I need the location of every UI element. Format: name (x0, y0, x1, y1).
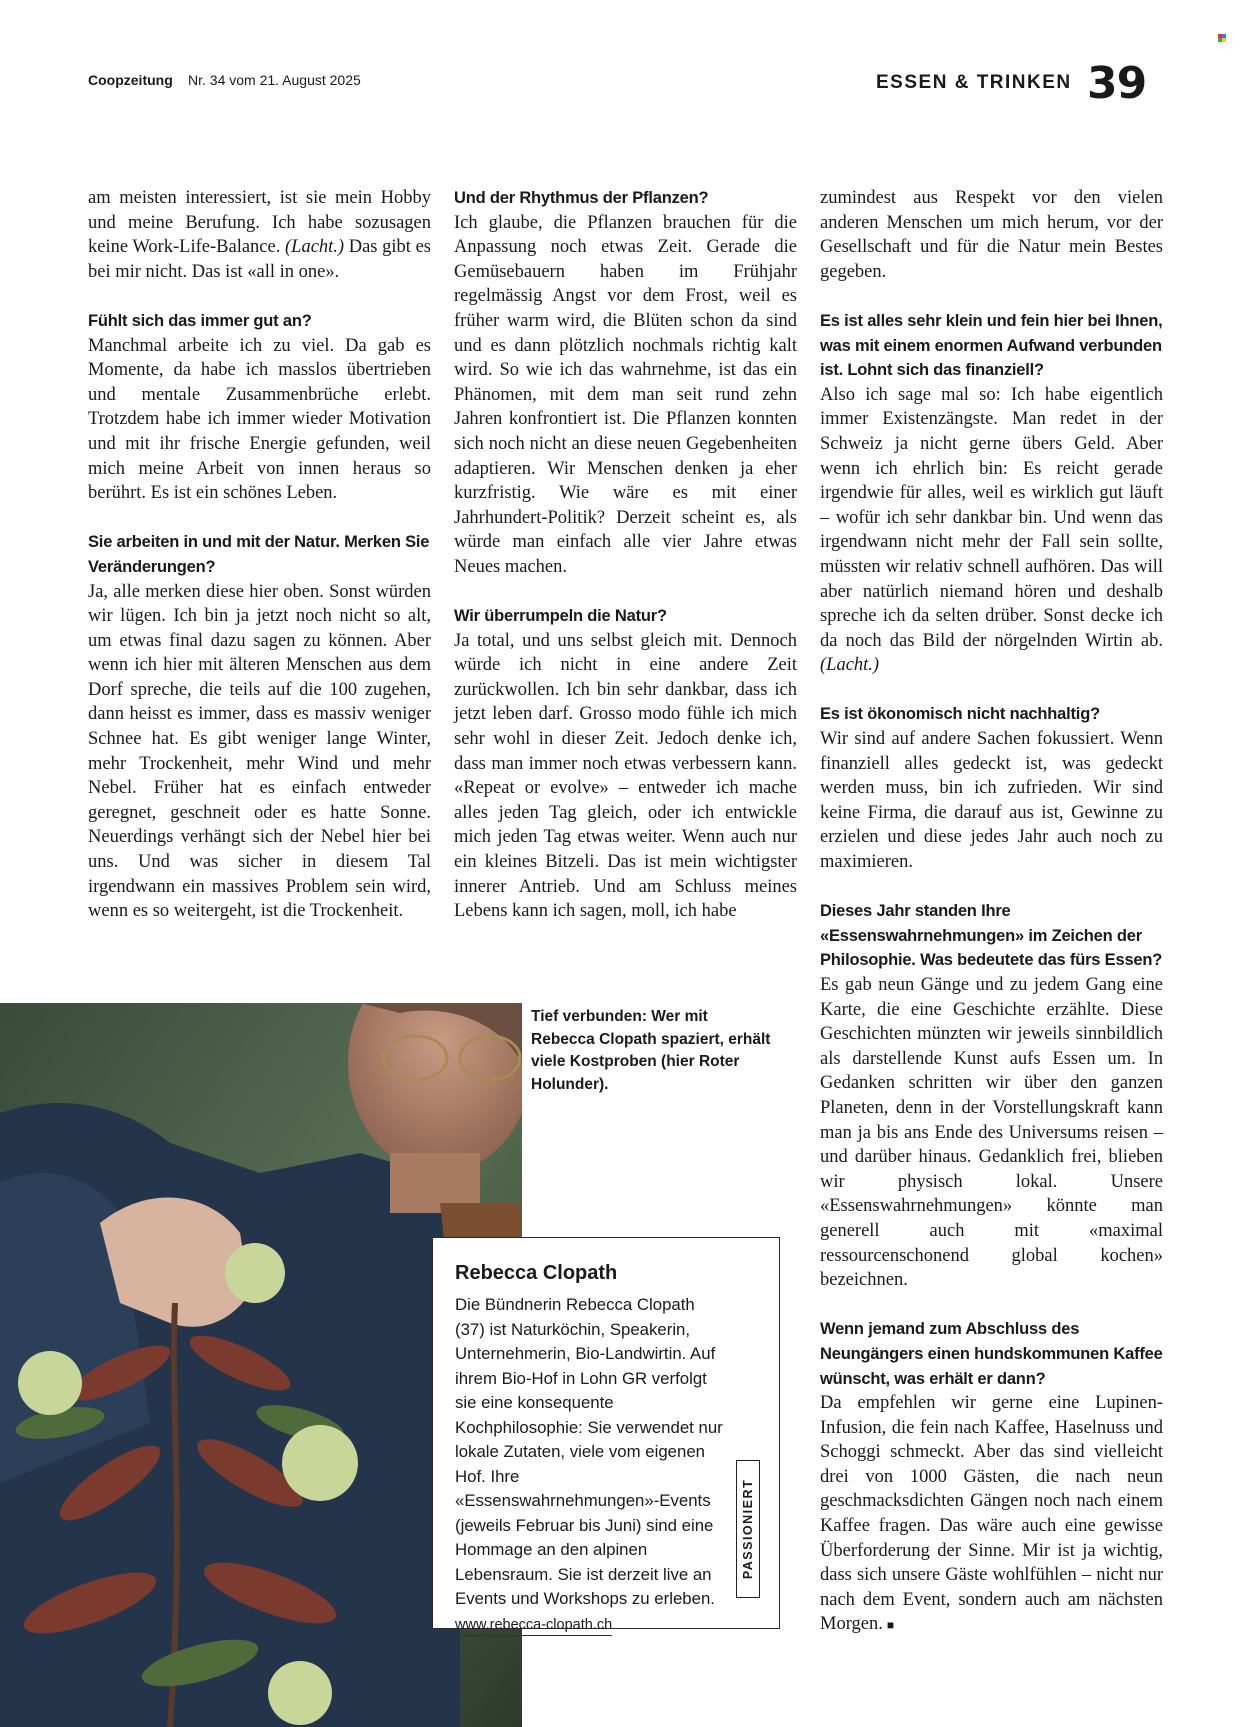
page-number: 39 (1087, 58, 1147, 109)
section-title: ESSEN & TRINKEN (876, 72, 1072, 93)
answer-paragraph: Ja total, und uns selbst gleich mit. Dennoch würde ich nicht in eine andere Zeit zurückwollen. Ich bin sehr dankbar, dass ich jetzt leben darf. Grosso modo fühle ich mich sehr wohl in dieser Zeit. Jedoch denke ich, dass man immer noch etwas verbessern kann. «Repeat or evolve» – entweder ich mache alles jeden Tag gleich, oder ich entwickle mich jeden Tag etwas weiter. Wenn auch nur ein kleines Bitzeli. Das ist mein wichtigster innerer Antrieb. Und am Schluss meines Lebens kann ich sagen, moll, ich habe (454, 630, 797, 922)
answer-paragraph: Ich glaube, die Pflanzen brauchen für die Anpassung noch etwas Zeit. Gerade die Gemüsebauern haben im Frühjahr regelmässig Angst vor dem Frost, weil es früher warm wird, die Blüten schon da sind und es dann plötzlich nochmals richtig kalt wird. So wie ich das wahrnehme, ist das ein Phänomen, mit dem man seit rund zehn Jahren konfrontiert ist. Die Pflanzen konnten sich noch nicht an diese neuen Gegebenheiten adaptieren. Wir Menschen denken ja eher kurzfristig. Wie wäre es mit einer Jahrhundert-Politik? Derzeit scheint es, als würde man einfach alle vier Jahre etwas Neues machen. (454, 212, 797, 577)
profile-box (432, 1237, 780, 1633)
answer-paragraph: zumindest aus Respekt vor den vielen anderen Menschen um mich herum, vor der Gesellschaft und für die Natur mein Bestes gegeben. (820, 188, 1163, 282)
article-column-2 (454, 186, 797, 924)
answer-paragraph: am meisten interessiert, ist sie mein Hobby und meine Berufung. Ich habe sozusagen keine Work-Life-Balance. (Lacht.) Das gibt es bei mir nicht. Das ist «all in one». (88, 188, 431, 282)
end-mark-icon: ■ (886, 1618, 895, 1633)
issue-date: Nr. 34 vom 21. August 2025 (188, 72, 361, 88)
profile-text: Die Bündnerin Rebecca Clopath (37) ist Naturköchin, Speakerin, Unternehmerin, Bio-Landwirtin. Auf ihrem Bio-Hof in Lohn GR verfolgt sie eine konsequente Kochphilosophie: Sie verwendet nur lokale Zutaten, viele vom eigenen Hof. Ihre «Essenswahrnehmungen»-Events (jeweils Februar bis Juni) sind eine Hommage an den alpinen Lebensraum. Sie ist derzeit live an Events und Workshops zu erleben. www.rebecca-clopath.ch (455, 1293, 725, 1636)
interview-question: Wir überrumpeln die Natur? (454, 607, 667, 626)
article-column-1 (88, 186, 431, 924)
interview-question: Es ist alles sehr klein und fein hier bei Ihnen, was mit einem enormen Aufwand verbunden ist. Lohnt sich das finanziell? (820, 311, 1163, 380)
publication-name: Coopzeitung (88, 72, 173, 88)
interview-question: Fühlt sich das immer gut an? (88, 311, 312, 330)
interview-question: Sie arbeiten in und mit der Natur. Merken Sie Veränderungen? (88, 533, 430, 576)
answer-paragraph: Also ich sage mal so: Ich habe eigentlich immer Existenzängste. Man redet in der Schweiz ja nicht gerne übers Geld. Aber wenn ich ehrlich bin: Es reicht gerade irgendwie für alles, weil es wirklich gut läuft – wofür ich sehr dankbar bin. Und wenn das irgendwann nicht mehr der Fall sein sollte, müssten wir relativ schnell aufhören. Das will aber natürlich niemand hören und deshalb spreche ich da selten drüber. Sonst decke ich da noch das Bild der nörgelnden Wirtin ab. (Lacht.) (820, 384, 1163, 676)
answer-paragraph: Wir sind auf andere Sachen fokussiert. Wenn finanziell alles gedeckt ist, was gedeckt werden muss, bin ich zufrieden. Wir sind keine Firma, die darauf aus ist, Gewinne zu erzielen und diese jedes Jahr auch noch zu maximieren. (820, 729, 1163, 873)
photo-caption: Tief verbunden: Wer mit Rebecca Clopath spaziert, erhält viele Kostproben (hier Roter Holunder). (531, 1008, 771, 1093)
profile-title: Rebecca Clopath (455, 1262, 618, 1284)
color-marker-icon (1218, 34, 1226, 42)
answer-paragraph: Es gab neun Gänge und zu jedem Gang eine Karte, die eine Geschichte erzählte. Diese Geschichten münzten wir jeweils sinnbildlich als darstellende Kunst aufs Essen um. In Gedanken schritten wir über den ganzen Planeten, denn in der Vorstellungskraft kann man ja bis ans Ende des Universums reisen – und darüber hinaus. Gedanklich frei, blieben wir physisch lokal. Unsere «Essenswahrnehmungen» könnte man generell auch mit «maximal ressourcenschonend global kochen» bezeichnen. (820, 975, 1163, 1291)
answer-paragraph: Da empfehlen wir gerne eine Lupinen-Infusion, die fein nach Kaffee, Haselnuss und Schoggi schmeckt. Aber das sind vielleicht drei von 1000 Gästen, die nach neun geschmacksdichten Gängen noch nach einem Kaffee fragen. Das wäre auch eine gewisse Überforderung der Sinne. Mir ist ja wichtig, dass sich unsere Gäste wohlfühlen – nicht nur nach dem Event, sondern auch am nächsten Morgen. ■ (820, 1393, 1163, 1635)
interview-question: Und der Rhythmus der Pflanzen? (454, 189, 709, 207)
interview-question: Es ist ökonomisch nicht nachhaltig? (820, 705, 1100, 724)
answer-paragraph: Manchmal arbeite ich zu viel. Da gab es Momente, da habe ich masslos übertrieben und mentale Zusammenbrüche erlebt. Trotzdem habe ich immer wieder Motivation und mit ihr frische Energie gefunden, weil mich meine Arbeit von innen heraus so berührt. Es ist ein schönes Leben. (88, 335, 431, 504)
interview-question: Wenn jemand zum Abschluss des Neungängers einen hundskommunen Kaffee wünscht, was erhält er dann? (820, 1320, 1163, 1388)
website-link[interactable]: www.rebecca-clopath.ch (455, 1615, 612, 1636)
answer-paragraph: Ja, alle merken diese hier oben. Sonst würden wir lügen. Ich bin ja jetzt noch nicht so alt, um etwas final dazu sagen zu können. Aber wenn ich hier mit älteren Menschen aus dem Dorf spreche, die teils auf die 100 zugehen, dann heisst es immer, dass es massiv weniger Schnee hat. Es gibt weniger lange Winter, mehr Trockenheit, mehr Wind und mehr Nebel. Früher hat es einfach entweder geregnet, geschneit oder es hatte Sonne. Neuerdings verhängt sich der Nebel hier bei uns. Und was sicher in diesem Tal irgendwann ein massives Problem sein wird, wenn es so weitergeht, ist die Trockenheit. (88, 581, 431, 922)
interview-question: Dieses Jahr standen Ihre «Essenswahrnehmungen» im Zeichen der Philosophie. Was bedeutete das fürs Essen? (820, 902, 1163, 970)
article-column-3 (820, 186, 1163, 1638)
category-tag: PASSIONIERT (736, 1460, 760, 1598)
